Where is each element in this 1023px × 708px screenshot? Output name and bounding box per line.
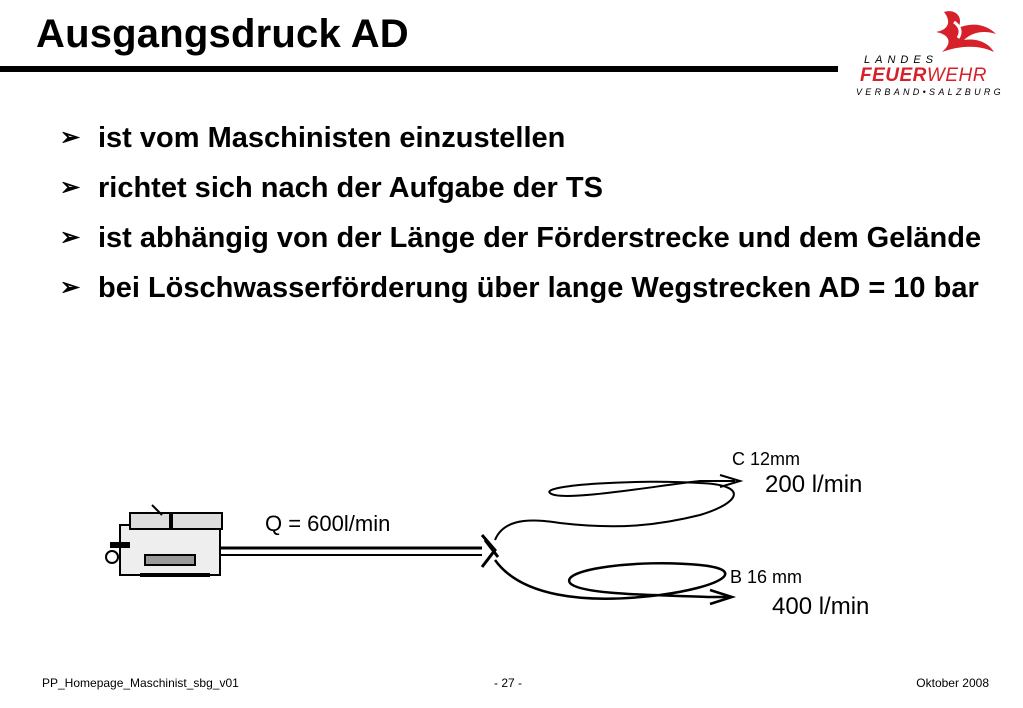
- logo-feuer: FEUER: [860, 65, 927, 86]
- logo-line-landes: LANDES: [864, 54, 939, 66]
- branch-c-flow: 200 l/min: [765, 471, 863, 498]
- flow-label: Q = 600l/min: [265, 511, 391, 536]
- bullet-item: [58, 170, 1008, 206]
- bullet-item: [58, 220, 1008, 256]
- branch-b-flow: 400 l/min: [772, 593, 870, 620]
- branch-b-label: B 16 mm: [730, 567, 803, 587]
- branch-c-label: C 12mm: [732, 449, 801, 469]
- bullet-item: [58, 270, 1008, 306]
- slide-title: Ausgangsdruck AD: [36, 12, 409, 56]
- feuerwehr-logo: [836, 8, 1016, 103]
- bullet-text: bei Löschwasserförderung über lange Wegstrecken AD = 10 bar: [98, 272, 979, 304]
- arrow-bullet-icon: ➢: [60, 274, 81, 301]
- logo-line-feuerwehr: [860, 65, 987, 87]
- bullet-item: [58, 120, 1008, 156]
- bullet-text: ist vom Maschinisten einzustellen: [98, 122, 566, 154]
- hose-diagram: [100, 445, 900, 670]
- bullet-text: ist abhängig von der Länge der Förderstrecke und dem Gelände: [98, 222, 982, 254]
- title-underline: [0, 66, 838, 72]
- logo-wehr: WEHR: [926, 65, 987, 86]
- bullet-text: richtet sich nach der Aufgabe der TS: [98, 172, 603, 204]
- footer-date: Oktober 2008: [916, 676, 989, 690]
- footer-filename: PP_Homepage_Maschinist_sbg_v01: [42, 676, 239, 690]
- arrow-bullet-icon: ➢: [60, 124, 81, 151]
- logo-line-verband: VERBAND•SALZBURG: [856, 87, 1004, 97]
- arrow-bullet-icon: ➢: [60, 174, 81, 201]
- footer-page-number: - 27 -: [494, 676, 523, 690]
- flame-swoosh-icon: [914, 8, 1004, 56]
- arrow-bullet-icon: ➢: [60, 224, 81, 251]
- bullet-list: [58, 120, 1008, 320]
- pump-icon: [106, 505, 222, 575]
